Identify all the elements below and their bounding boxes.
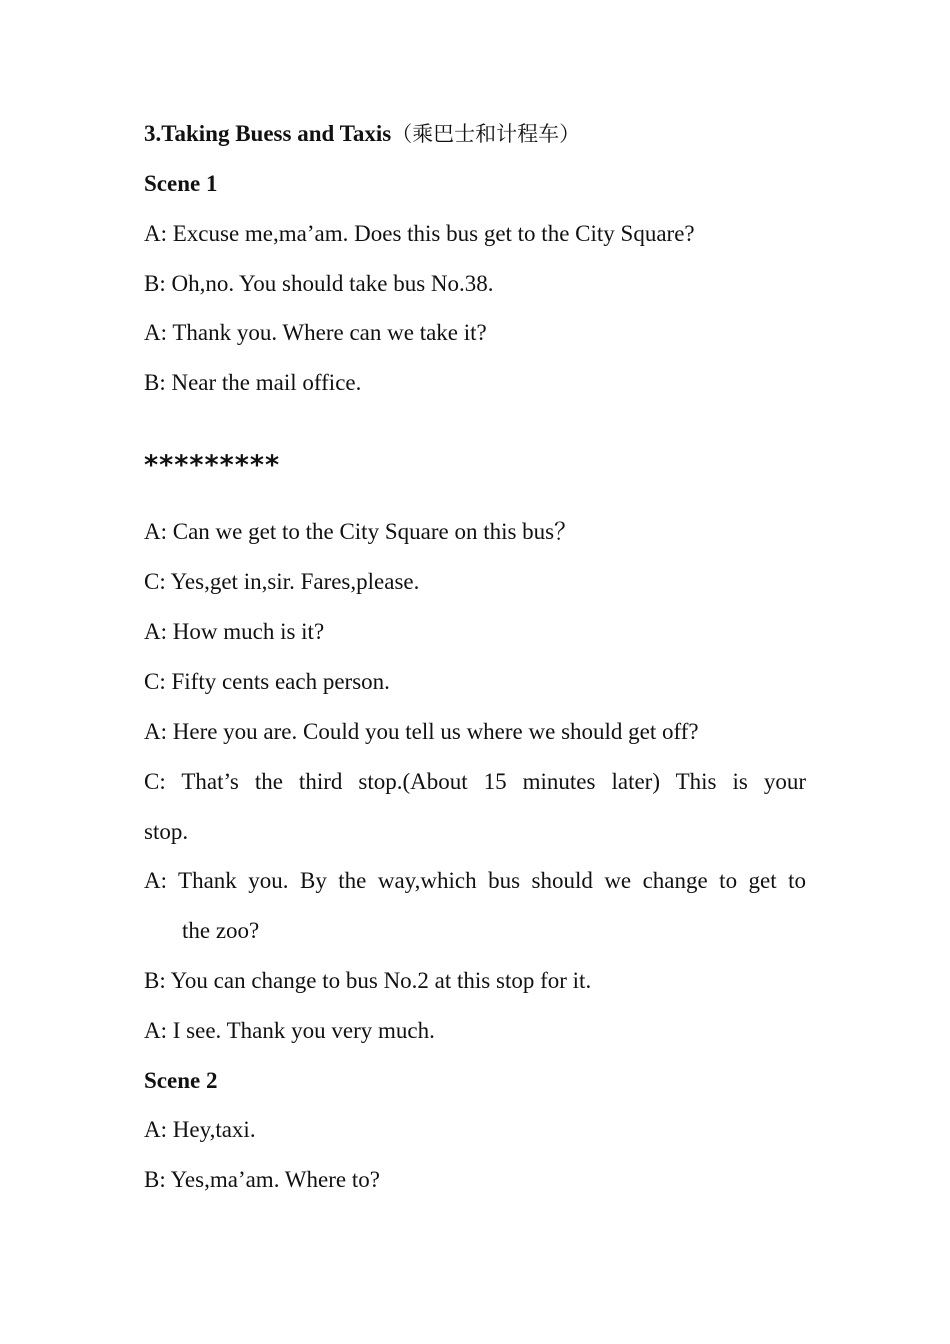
section-title bbox=[144, 119, 580, 149]
dialogue-line-1: A: Can we get to the City Square on this bus？ bbox=[144, 519, 578, 544]
scene-2-line-1: A: Hey,taxi. bbox=[144, 1117, 256, 1142]
dialogue-line-9: A: I see. Thank you very much. bbox=[144, 1018, 435, 1043]
separator-stars: ********* bbox=[144, 450, 281, 481]
section-title-en: 3.Taking Buess and Taxis bbox=[144, 121, 392, 146]
dialogue-line-7-cont: the zoo? bbox=[182, 918, 260, 943]
scene-1-line-1: A: Excuse me,ma’am. Does this bus get to the City Square? bbox=[144, 221, 695, 246]
scene-2-heading: Scene 2 bbox=[144, 1068, 218, 1093]
dialogue-line-6: C: That’s the third stop.(About 15 minutes later) This is your bbox=[144, 769, 806, 794]
scene-1-line-3: A: Thank you. Where can we take it? bbox=[144, 320, 487, 345]
scene-1-line-2: B: Oh,no. You should take bus No.38. bbox=[144, 271, 494, 296]
dialogue-line-4: C: Fifty cents each person. bbox=[144, 669, 390, 694]
dialogue-line-3: A: How much is it? bbox=[144, 619, 325, 644]
dialogue-line-2: C: Yes,get in,sir. Fares,please. bbox=[144, 569, 420, 594]
dialogue-line-8: B: You can change to bus No.2 at this stop for it. bbox=[144, 968, 592, 993]
scene-1-line-4: B: Near the mail office. bbox=[144, 370, 362, 395]
dialogue-line-7: A: Thank you. By the way,which bus should we change to get to bbox=[144, 868, 806, 893]
scene-2-line-2: B: Yes,ma’am. Where to? bbox=[144, 1167, 380, 1192]
section-title-cn: （乘巴士和计程车） bbox=[391, 122, 581, 146]
scene-1-heading: Scene 1 bbox=[144, 171, 218, 196]
dialogue-line-6-cont: stop. bbox=[144, 819, 189, 844]
dialogue-line-5: A: Here you are. Could you tell us where we should get off? bbox=[144, 719, 699, 744]
